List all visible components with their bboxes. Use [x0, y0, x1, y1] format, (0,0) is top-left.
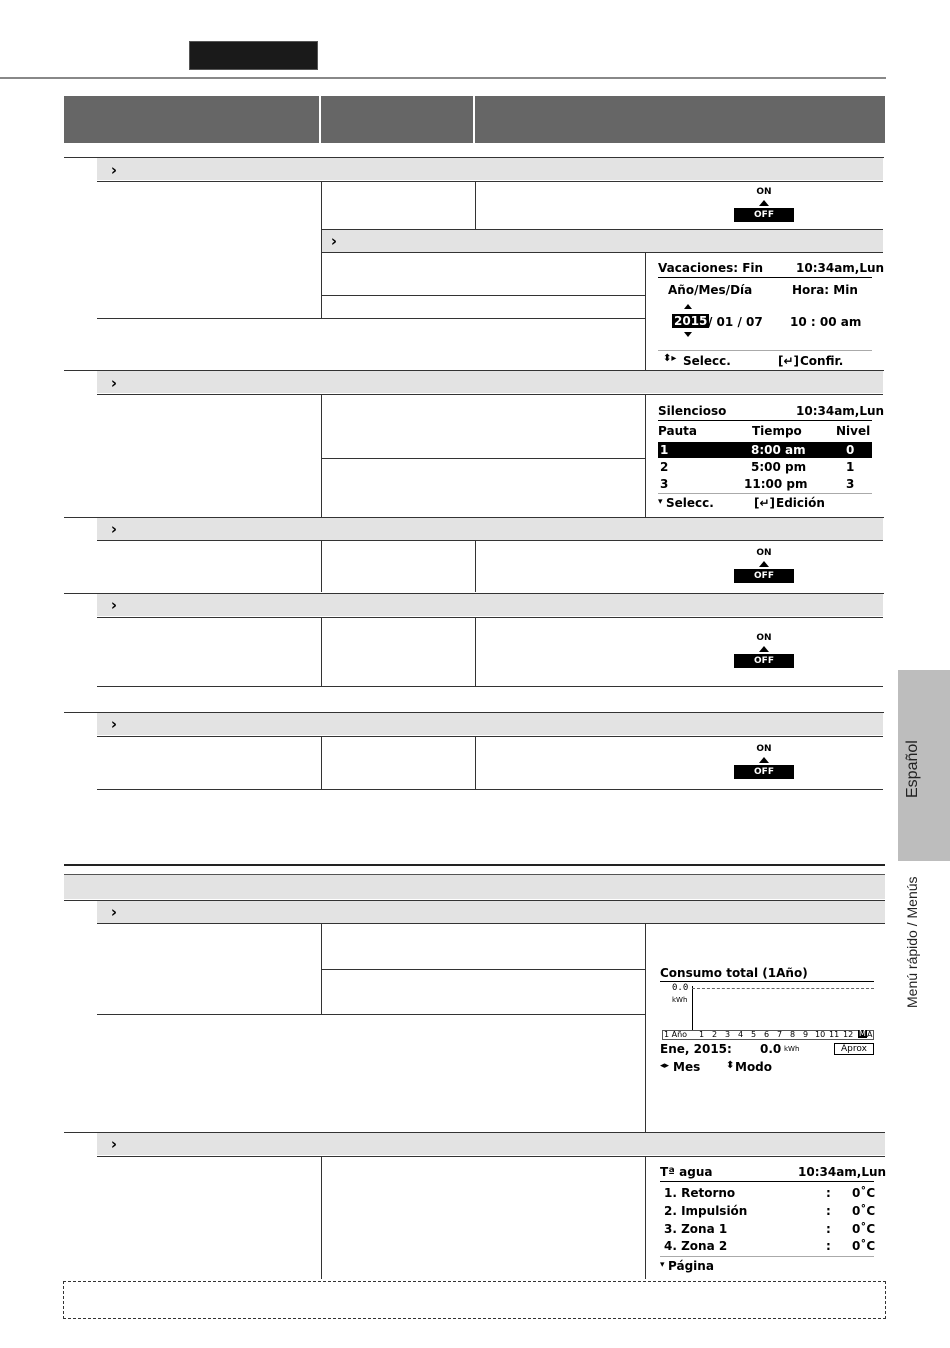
footer-edit: Edición: [776, 496, 825, 510]
divider: [475, 540, 476, 592]
lcd-clock: 10:34am,Lun: [796, 261, 885, 275]
divider: [475, 617, 476, 686]
y-axis-value: 0.0: [672, 983, 689, 993]
note-box: [63, 1281, 886, 1319]
header-rule: [0, 77, 886, 79]
up-down-arrows-icon: ⬍: [726, 1060, 735, 1071]
time-label: Hora: Min: [792, 283, 858, 297]
month-label: Ene, 2015:: [660, 1042, 732, 1056]
divider: [321, 295, 645, 296]
divider: [97, 1156, 885, 1157]
lcd-title: Vacaciones: Fin: [658, 261, 764, 275]
temp-row-sep: :: [826, 1186, 831, 1200]
divider: [97, 923, 885, 924]
header-tab: [189, 41, 318, 70]
footer-select: Selecc.: [683, 354, 731, 368]
bar-label[interactable]: 5: [751, 1030, 757, 1039]
temp-row-label[interactable]: 4. Zona 2: [664, 1239, 728, 1253]
lcd-clock: 10:34am,Lun: [796, 404, 885, 418]
lcd-rule: [660, 1181, 874, 1182]
up-arrow-icon: [684, 304, 692, 309]
row-tiempo[interactable]: 11:00 pm: [744, 477, 808, 491]
on-off-toggle[interactable]: [734, 548, 794, 588]
lcd-clock: 10:34am,Lun: [798, 1165, 887, 1179]
chevron-right-icon: ›: [110, 520, 118, 538]
divider: [645, 253, 646, 370]
y-axis-unit: kWh: [672, 996, 688, 1004]
down-arrow-icon: [684, 332, 692, 337]
bar-label[interactable]: M: [859, 1029, 866, 1038]
chevron-right-icon: ›: [110, 903, 118, 921]
toggle-on-label: ON: [756, 187, 772, 197]
approx-badge: Aprox: [834, 1043, 874, 1055]
section-divider: [64, 864, 885, 866]
enter-icon: [↵]: [778, 354, 800, 368]
month-unit: kWh: [784, 1045, 800, 1053]
temp-row-label[interactable]: 2. Impulsión: [664, 1204, 748, 1218]
side-section-label: Menú rápido / Menús: [904, 876, 920, 1008]
consumption-lcd-screen: [656, 964, 878, 1079]
bar-label[interactable]: 11: [829, 1030, 840, 1039]
chevron-right-icon: ›: [110, 161, 118, 179]
bar-label[interactable]: 2: [712, 1030, 718, 1039]
divider: [321, 252, 883, 253]
on-off-toggle[interactable]: [734, 633, 794, 673]
divider: [97, 394, 883, 395]
divider: [321, 969, 645, 970]
section-bar-silent: [97, 371, 883, 393]
footer-select: Selecc.: [666, 496, 714, 510]
footer-page: Página: [668, 1259, 714, 1273]
down-arrow-icon: ▾: [660, 1260, 665, 1270]
divider: [475, 181, 476, 229]
col-nivel: Nivel: [836, 424, 871, 438]
bar-label[interactable]: 4: [738, 1030, 744, 1039]
on-off-toggle[interactable]: [734, 187, 794, 227]
toggle-on-label: ON: [756, 548, 772, 558]
month-value: 0.0: [760, 1042, 782, 1056]
divider: [321, 394, 322, 517]
year-field[interactable]: 2015: [674, 314, 708, 328]
divider: [97, 789, 883, 790]
bar-label[interactable]: 9: [803, 1030, 809, 1039]
lcd-title: Tª agua: [660, 1165, 713, 1179]
divider: [321, 617, 322, 686]
section-bar-water-temp: [97, 1133, 885, 1155]
chevron-right-icon: ›: [110, 596, 118, 614]
lcd-rule: [660, 1256, 874, 1257]
row-pauta[interactable]: 3: [660, 477, 669, 491]
row-nivel[interactable]: 0: [846, 443, 855, 457]
group-bar: [64, 874, 885, 899]
toggle-off-label: OFF: [734, 765, 794, 779]
footer-confirm: Confir.: [800, 354, 844, 368]
chart-axis: [692, 986, 693, 1030]
divider: [97, 686, 883, 687]
up-arrow-icon: [759, 757, 769, 763]
temp-row-label[interactable]: 3. Zona 1: [664, 1222, 728, 1236]
lcd-rule: [658, 420, 872, 421]
temp-row-value: 0˚C: [852, 1222, 876, 1236]
lcd-title: Silencioso: [658, 404, 727, 418]
toggle-off-label: OFF: [734, 208, 794, 222]
section-bar: [97, 713, 883, 735]
chevron-right-icon: ›: [330, 232, 338, 250]
lcd-rule: [658, 277, 872, 278]
row-pauta[interactable]: 2: [660, 460, 669, 474]
col-pauta: Pauta: [658, 424, 697, 438]
lcd-rule: [658, 350, 872, 351]
divider: [97, 318, 645, 319]
chevron-right-icon: ›: [110, 374, 118, 392]
toggle-off-label: OFF: [734, 654, 794, 668]
footer-month: Mes: [673, 1060, 701, 1074]
bar-label[interactable]: 1: [699, 1030, 705, 1039]
on-off-toggle[interactable]: [734, 744, 794, 784]
up-arrow-icon: [759, 561, 769, 567]
toggle-on-label: ON: [756, 744, 772, 754]
col-tiempo: Tiempo: [752, 424, 802, 438]
divider: [321, 1156, 322, 1279]
temp-row-value: 0˚C: [852, 1204, 876, 1218]
lcd-rule: [660, 981, 874, 982]
bar-label[interactable]: 10: [815, 1030, 826, 1039]
enter-icon: [↵]: [754, 496, 776, 510]
section-bar: [97, 518, 883, 540]
up-arrow-icon: [759, 646, 769, 652]
holidays-lcd-screen: [654, 258, 885, 370]
divider: [475, 736, 476, 789]
divider: [97, 617, 883, 618]
down-arrow-icon: ▾: [658, 497, 663, 507]
bar-label[interactable]: 7: [777, 1030, 783, 1039]
bar-label[interactable]: A: [867, 1030, 873, 1039]
temp-row-label[interactable]: 1. Retorno: [664, 1186, 736, 1200]
section-bar-holidays: [97, 158, 883, 180]
section-bar-consumption: [97, 901, 885, 923]
temp-row-sep: :: [826, 1204, 831, 1218]
table-header-col1: [64, 96, 319, 143]
month-bar[interactable]: [662, 1030, 874, 1040]
divider: [97, 181, 883, 182]
row-pauta[interactable]: 1: [660, 443, 669, 457]
bar-label[interactable]: 8: [790, 1030, 796, 1039]
subsection-bar: [322, 230, 883, 252]
toggle-off-label: OFF: [734, 569, 794, 583]
temp-row-value: 0˚C: [852, 1186, 876, 1200]
date-label: Año/Mes/Día: [668, 283, 753, 297]
row-nivel[interactable]: 1: [846, 460, 855, 474]
time-field[interactable]: 10 : 00 am: [790, 315, 862, 329]
row-nivel[interactable]: 3: [846, 477, 855, 491]
bar-label[interactable]: 1 Año: [664, 1030, 688, 1039]
row-tiempo[interactable]: 5:00 pm: [751, 460, 807, 474]
temp-row-value: 0˚C: [852, 1239, 876, 1253]
divider: [321, 736, 322, 789]
divider: [645, 394, 646, 517]
divider: [321, 458, 645, 459]
table-header-col2: [321, 96, 473, 143]
row-tiempo[interactable]: 8:00 am: [751, 443, 806, 457]
divider: [97, 1014, 645, 1015]
divider: [645, 923, 646, 1132]
language-side-tab[interactable]: [898, 670, 950, 861]
chevron-right-icon: ›: [110, 715, 118, 733]
toggle-on-label: ON: [756, 633, 772, 643]
chevron-right-icon: ›: [110, 1135, 118, 1153]
table-header-col3: [475, 96, 885, 143]
select-arrows-icon: ⬍▸: [663, 353, 677, 364]
section-bar: [97, 594, 883, 616]
date-field[interactable]: / 01 / 07: [708, 315, 763, 329]
up-arrow-icon: [759, 200, 769, 206]
lcd-rule: [658, 493, 872, 494]
bar-label[interactable]: 6: [764, 1030, 770, 1039]
lcd-title: Consumo total (1Año): [660, 966, 808, 980]
chart-gridline: [692, 988, 874, 989]
divider: [321, 540, 322, 592]
left-right-arrows-icon: ◂▸: [660, 1061, 670, 1071]
footer-mode: Modo: [735, 1060, 773, 1074]
temp-row-sep: :: [826, 1239, 831, 1253]
water-temp-lcd-screen: [656, 1162, 887, 1277]
divider: [645, 1156, 646, 1279]
silent-lcd-screen: [654, 400, 885, 515]
divider: [97, 736, 883, 737]
side-tab-language: Español: [904, 740, 921, 798]
divider: [97, 540, 883, 541]
temp-row-sep: :: [826, 1222, 831, 1236]
bar-label[interactable]: 3: [725, 1030, 731, 1039]
bar-label[interactable]: 12: [843, 1030, 854, 1039]
